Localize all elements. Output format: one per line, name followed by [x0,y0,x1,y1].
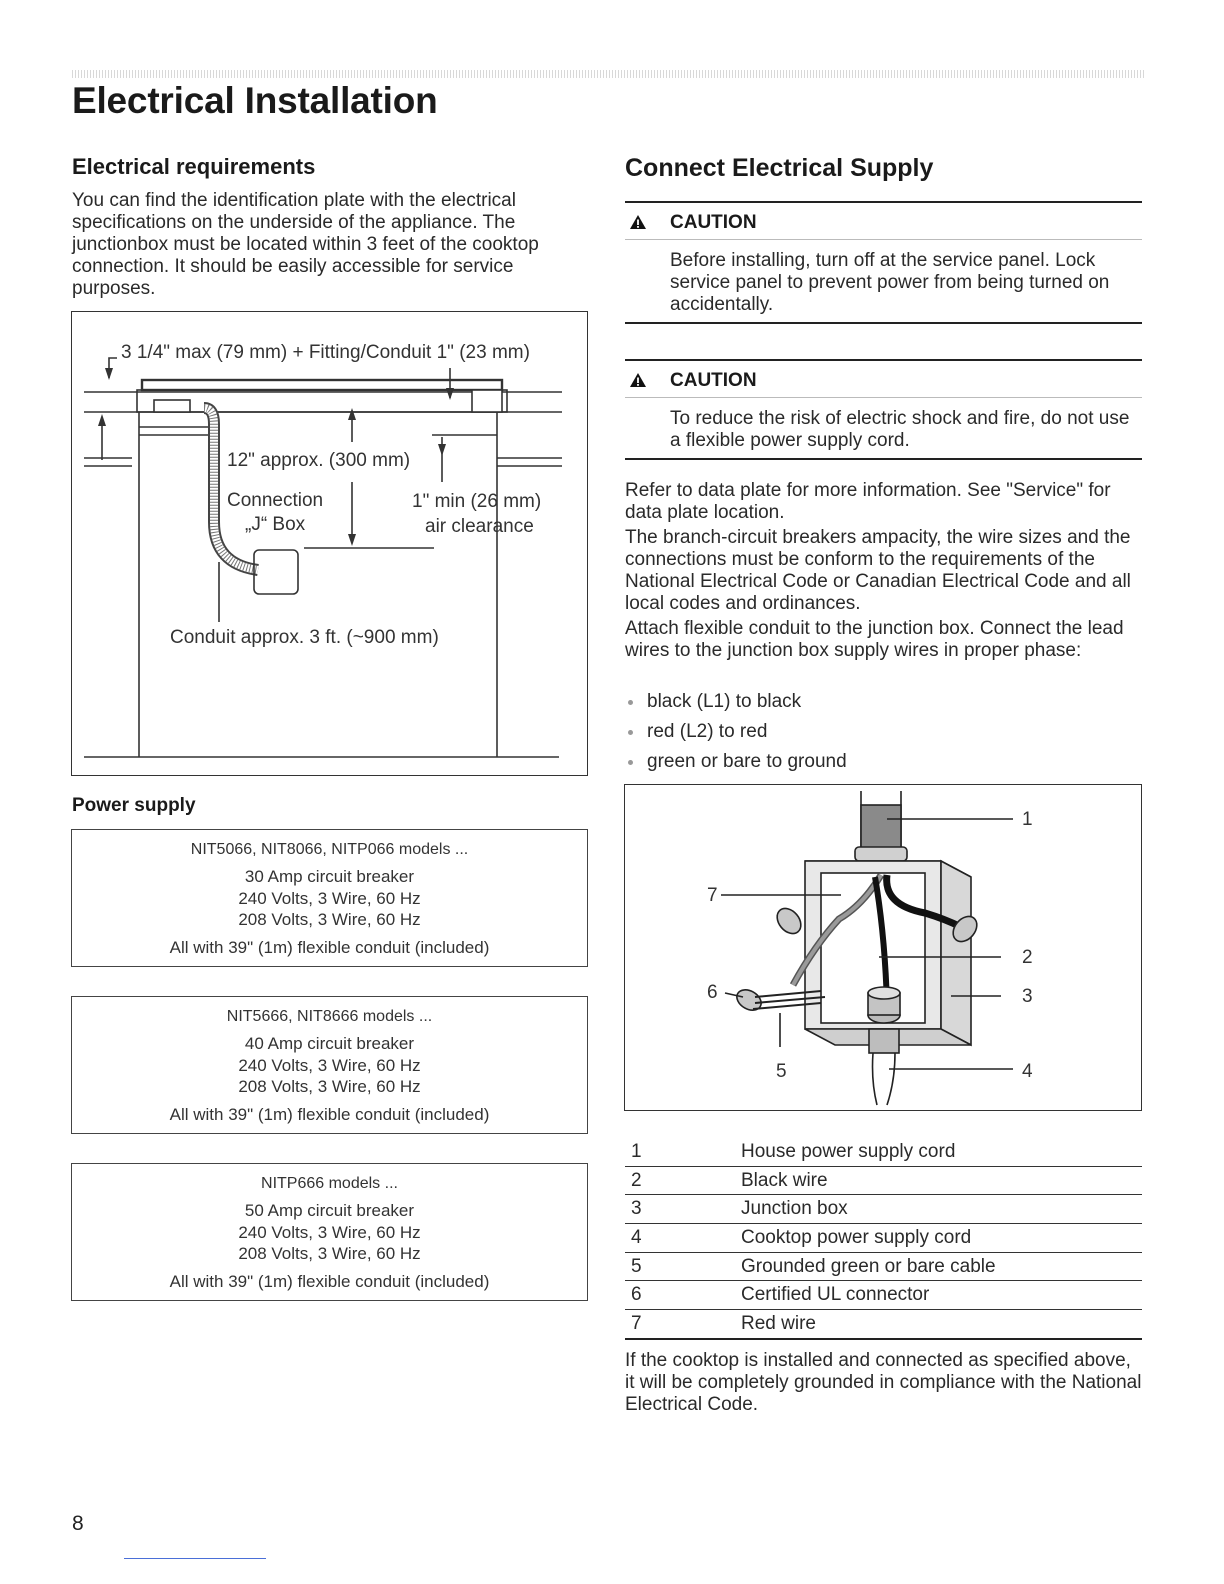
twelve-inch-label: 12" approx. (300 mm) [227,450,411,471]
voltage-208: 208 Volts, 3 Wire, 60 Hz [238,1244,421,1263]
voltage-240: 240 Volts, 3 Wire, 60 Hz [238,1055,421,1075]
breaker-rating: 40 Amp circuit breaker [244,1034,415,1053]
callout-label: 7 [707,885,718,906]
models-label: NITP666 models ... [261,1175,398,1192]
conduit-label: Conduit approx. 3 ft. (~900 mm) [170,627,439,648]
footer-rule [124,1558,266,1559]
voltage-208: 208 Volts, 3 Wire, 60 Hz [238,1077,421,1096]
callout-label: 2 [1022,947,1033,968]
warning-icon [629,214,647,230]
conduit-note: All with 39" (1m) flexible conduit (included) [169,1104,490,1124]
caution-power-cord [625,359,1142,460]
legend-table [625,1138,1142,1340]
closing-paragraph: If the cooktop is installed and connected as specified above, it will be completely grounded in compliance with the National Electrical Code. [625,1350,1142,1415]
caution-panel-service [625,201,1142,324]
junction-box-diagram [624,784,1142,1111]
connection-label: Connection [227,490,324,511]
one-inch-min-label: 1" min (26 mm) [412,491,542,512]
page-number: 8 [72,1512,84,1535]
caution-text: Before installing, turn off at the service panel. Lock service panel to prevent power from being turned on accidentally. [670,250,1110,315]
callout-label: 5 [776,1061,787,1082]
table-row: 3 Junction box [625,1195,1142,1224]
list-item: green or bare to ground [625,749,847,779]
electrical-requirements-heading: Electrical requirements [72,154,316,179]
conduit-paragraph: Attach flexible conduit to the junction box. Connect the lead wires to the junction box supply wires in proper phase: [625,618,1124,661]
breaker-rating: 30 Amp circuit breaker [244,867,415,886]
callout-label: 4 [1022,1061,1033,1082]
requirements-text: You can find the identification plate with the electrical specifications on the underside of the appliance. The junctionbox must be located within 3 feet of the cooktop connection. It should be easily accessible for service purposes. [72,190,539,299]
power-supply-heading: Power supply [72,795,196,816]
models-label: NIT5066, NIT8066, NITP066 models ... [190,841,469,858]
caution-title: CAUTION [670,212,757,233]
list-item: red (L2) to red [625,719,847,749]
installation-diagram [71,311,588,776]
air-clearance-label: air clearance [425,516,534,537]
power-supply-box [71,829,588,967]
warning-icon [629,372,647,388]
callout-label: 3 [1022,986,1033,1007]
callout-label: 6 [707,982,718,1003]
power-supply-box [71,996,588,1134]
installation-drawing [72,312,589,777]
voltage-240: 240 Volts, 3 Wire, 60 Hz [238,1222,421,1242]
breaker-rating: 50 Amp circuit breaker [244,1201,415,1220]
list-item: black (L1) to black [625,689,847,719]
voltage-240: 240 Volts, 3 Wire, 60 Hz [238,888,421,908]
callout-label: 1 [1022,809,1033,830]
voltage-208: 208 Volts, 3 Wire, 60 Hz [238,910,421,929]
table-row: 2 Black wire [625,1167,1142,1196]
table-row: 5 Grounded green or bare cable [625,1253,1142,1282]
header-rule [72,70,1144,78]
table-row: 1 House power supply cord [625,1138,1142,1167]
jbox-label: „J“ Box [245,514,306,535]
caution-text: To reduce the risk of electric shock and fire, do not use a flexible power supply cord. [670,408,1130,451]
page-title: Electrical Installation [72,80,438,121]
connect-supply-heading: Connect Electrical Supply [625,154,934,182]
top-dimension-label: 3 1/4" max (79 mm) + Fitting/Conduit 1" (23 mm) [121,342,530,363]
caution-title: CAUTION [670,370,757,391]
power-supply-box [71,1163,588,1301]
table-row: 6 Certified UL connector [625,1281,1142,1310]
junction-box-drawing [625,785,1143,1112]
table-row: 7 Red wire [625,1310,1142,1340]
table-row: 4 Cooktop power supply cord [625,1224,1142,1253]
wire-phase-list [625,689,847,779]
circuit-breaker-paragraph: The branch-circuit breakers ampacity, the wire sizes and the connections must be conform to the requirements of the National Electrical Code or Canadian Electrical Code and all local codes and ordinances. [625,527,1131,614]
conduit-note: All with 39" (1m) flexible conduit (included) [169,1271,490,1291]
data-plate-paragraph: Refer to data plate for more information. See "Service" for data plate location. [625,480,1111,523]
conduit-note: All with 39" (1m) flexible conduit (included) [169,937,490,957]
models-label: NIT5666, NIT8666 models ... [226,1008,433,1025]
